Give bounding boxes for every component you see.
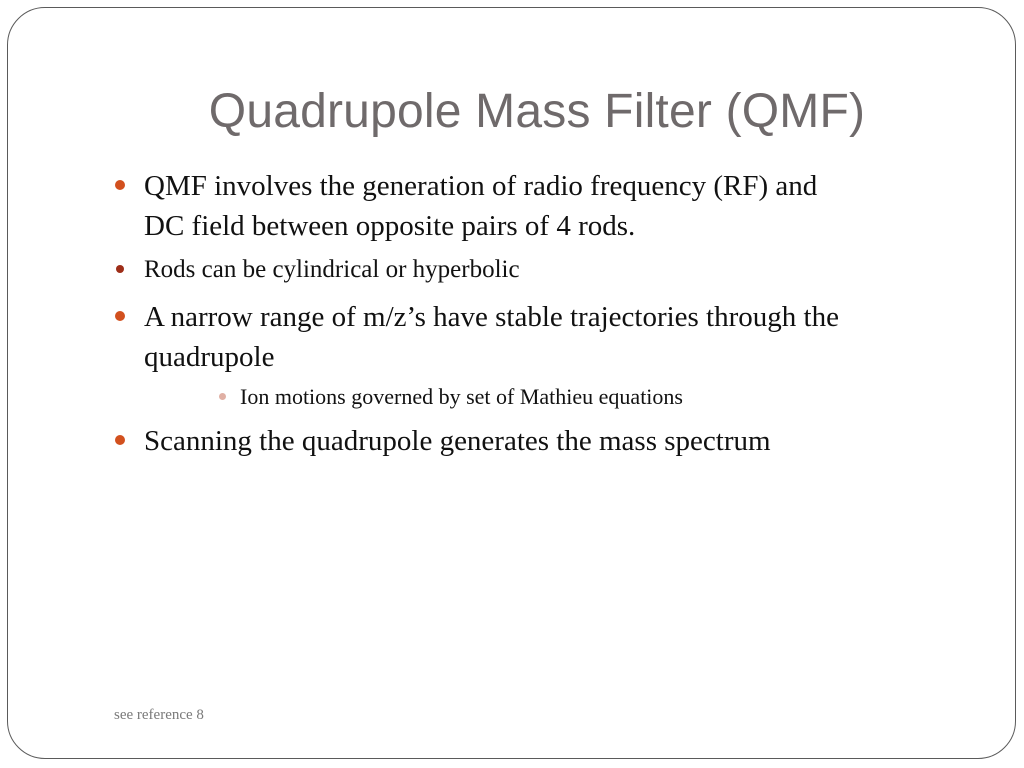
bullet-3-line-1: A narrow range of m/z’s have stable trajectories through the xyxy=(144,301,839,333)
sub-bullet-text: Ion motions governed by set of Mathieu equations xyxy=(240,384,683,409)
bullet-dot xyxy=(115,311,125,321)
bullet-3-line-2: quadrupole xyxy=(144,341,275,373)
bullet-dot xyxy=(116,265,124,273)
bullet-dot xyxy=(115,435,125,445)
bullet-dot xyxy=(115,180,125,190)
bullet-1-line-2: DC field between opposite pairs of 4 rods. xyxy=(144,210,636,242)
sub-bullet-dot xyxy=(219,393,226,400)
bullet-1-line-1: QMF involves the generation of radio frequency (RF) and xyxy=(144,170,818,202)
bullet-2-text: Rods can be cylindrical or hyperbolic xyxy=(144,256,520,283)
bullet-4-text: Scanning the quadrupole generates the mass spectrum xyxy=(144,425,771,457)
footer-reference: see reference 8 xyxy=(114,707,204,723)
slide-title: Quadrupole Mass Filter (QMF) xyxy=(208,85,866,138)
